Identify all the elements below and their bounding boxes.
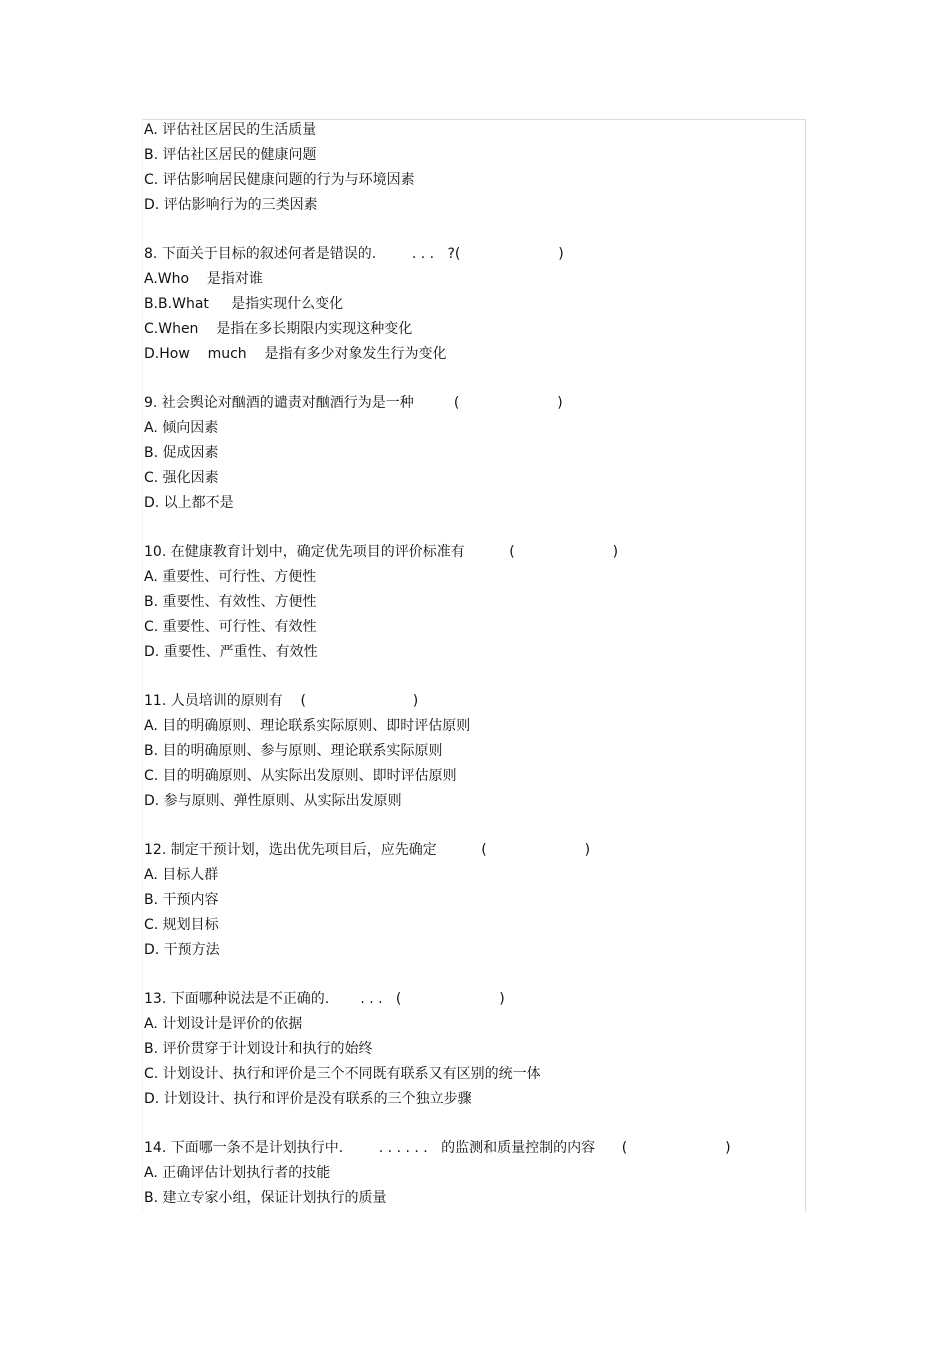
option-b: B. 重要性、有效性、方便性 [144, 594, 317, 610]
question-8: 8. 下面关于目标的叙述何者是错误的. . . . ?( ) [144, 246, 564, 262]
option-d: D. 参与原则、弹性原则、从实际出发原则 [144, 793, 402, 809]
option-a: A. 评估社区居民的生活质量 [144, 122, 317, 138]
option-a: A. 倾向因素 [144, 420, 219, 436]
spacer [144, 367, 794, 391]
option-d: D. 评估影响行为的三类因素 [144, 197, 318, 213]
option-c: C. 目的明确原则、从实际出发原则、即时评估原则 [144, 768, 457, 784]
spacer [144, 963, 794, 987]
option-d: D. 计划设计、执行和评价是没有联系的三个独立步骤 [144, 1091, 472, 1107]
option-a: A. 计划设计是评价的依据 [144, 1016, 303, 1032]
option-b: B.B.What 是指实现什么变化 [144, 296, 344, 312]
option-d: D.How much 是指有多少对象发生行为变化 [144, 346, 447, 362]
spacer [144, 814, 794, 838]
option-b: B. 评价贯穿于计划设计和执行的始终 [144, 1041, 373, 1057]
question-13: 13. 下面哪种说法是不正确的. . . . ( ) [144, 991, 505, 1007]
question-12: 12. 制定干预计划，选出优先项目后，应先确定 ( ) [144, 842, 591, 858]
option-b: B. 促成因素 [144, 445, 219, 461]
option-c: C. 评估影响居民健康问题的行为与环境因素 [144, 172, 415, 188]
option-a: A. 重要性、可行性、方便性 [144, 569, 317, 585]
question-9: 9. 社会舆论对酗酒的谴责对酗酒行为是一种 ( ) [144, 395, 563, 411]
option-c: C. 强化因素 [144, 470, 219, 486]
option-c: C. 计划设计、执行和评价是三个不同既有联系又有区别的统一体 [144, 1066, 541, 1082]
quiz-content [144, 118, 794, 1211]
spacer [144, 1112, 794, 1136]
option-b: B. 目的明确原则、参与原则、理论联系实际原则 [144, 743, 443, 759]
option-c: C. 重要性、可行性、有效性 [144, 619, 317, 635]
spacer [144, 665, 794, 689]
spacer [144, 516, 794, 540]
option-a: A.Who 是指对谁 [144, 271, 263, 287]
option-b: B. 干预内容 [144, 892, 219, 908]
option-c: C. 规划目标 [144, 917, 219, 933]
option-b: B. 评估社区居民的健康问题 [144, 147, 317, 163]
option-c: C.When 是指在多长期限内实现这种变化 [144, 321, 413, 337]
question-14: 14. 下面哪一条不是计划执行中. . . . . . . 的监测和质量控制的内容 ( ) [144, 1140, 731, 1156]
option-d: D. 以上都不是 [144, 495, 234, 511]
option-a: A. 正确评估计划执行者的技能 [144, 1165, 331, 1181]
option-a: A. 目的明确原则、理论联系实际原则、即时评估原则 [144, 718, 471, 734]
question-10: 10. 在健康教育计划中，确定优先项目的评价标准有 ( ) [144, 544, 619, 560]
option-a: A. 目标人群 [144, 867, 219, 883]
spacer [144, 218, 794, 242]
option-d: D. 干预方法 [144, 942, 220, 958]
option-d: D. 重要性、严重性、有效性 [144, 644, 318, 660]
question-11: 11. 人员培训的原则有 ( ) [144, 693, 419, 709]
option-b: B. 建立专家小组，保证计划执行的质量 [144, 1190, 387, 1206]
